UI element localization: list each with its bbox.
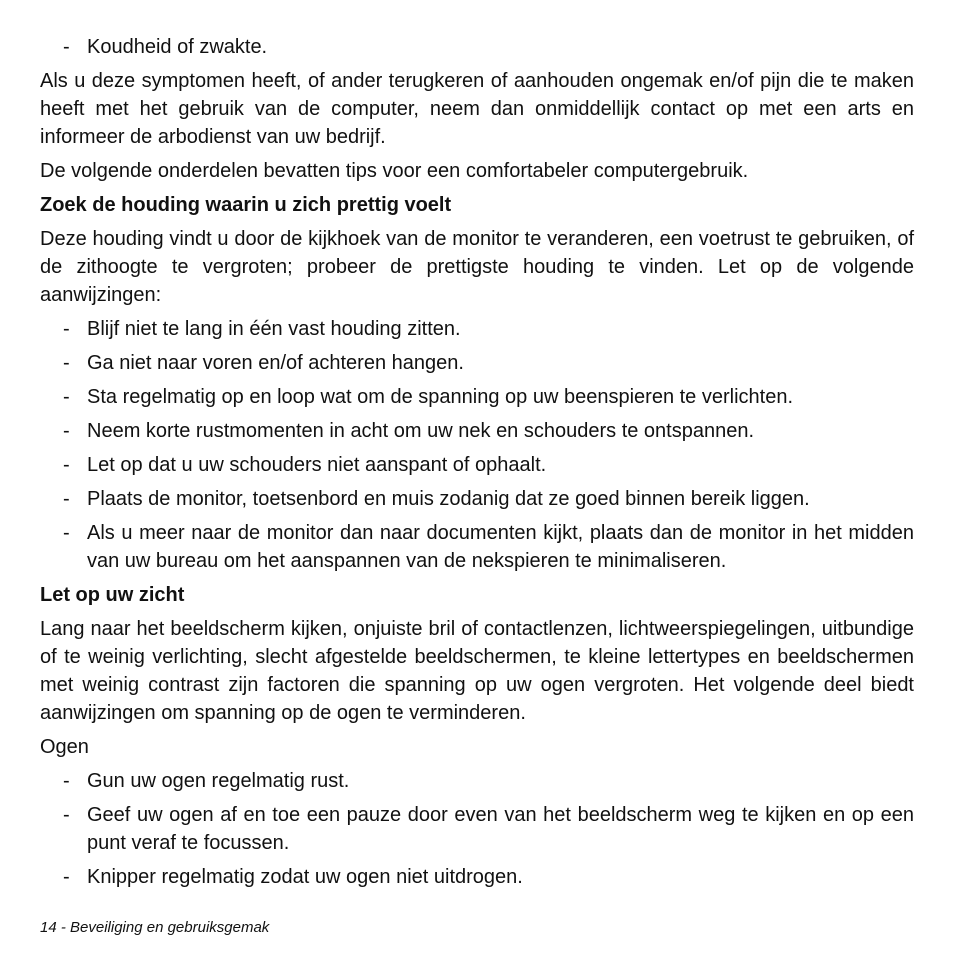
list-item-text: Blijf niet te lang in één vast houding zitten.	[87, 318, 461, 340]
list-item	[40, 767, 914, 795]
dash-marker: -	[63, 318, 70, 340]
intro-paragraph: Als u deze symptomen heeft, of ander terugkeren of aanhouden ongemak en/of pijn die te maken heeft met het gebruik van de computer, neem dan onmiddellijk contact op met een arts en informeer de arbodienst van uw bedrijf.	[40, 70, 914, 148]
eyes-subheading: Ogen	[40, 736, 89, 758]
list-item-text: Gun uw ogen regelmatig rust.	[87, 770, 350, 792]
section-heading-posture: Zoek de houding waarin u zich prettig voelt	[40, 194, 452, 216]
list-item-text: Ga niet naar voren en/of achteren hangen.	[87, 352, 464, 374]
list-item-text: Knipper regelmatig zodat uw ogen niet uitdrogen.	[87, 866, 523, 888]
list-item-text: Als u meer naar de monitor dan naar documenten kijkt, plaats dan de monitor in het midden van uw bureau om het aanspannen van de nekspieren te minimaliseren.	[87, 522, 914, 572]
list-item	[40, 315, 914, 343]
list-item	[40, 863, 914, 891]
list-item	[40, 417, 914, 445]
dash-marker: -	[63, 804, 70, 826]
dash-marker: -	[63, 352, 70, 374]
dash-marker: -	[63, 420, 70, 442]
list-item-text: Geef uw ogen af en toe een pauze door even van het beeldscherm weg te kijken en op een punt veraf te focussen.	[87, 804, 914, 854]
section-heading-vision: Let op uw zicht	[40, 584, 185, 606]
list-item	[40, 349, 914, 377]
list-item-text: Let op dat u uw schouders niet aanspant of ophaalt.	[87, 454, 547, 476]
list-item	[40, 451, 914, 479]
dash-marker: -	[63, 522, 70, 544]
vision-paragraph: Lang naar het beeldscherm kijken, onjuiste bril of contactlenzen, lichtweerspiegelingen, uitbundige of te weinig verlichting, slecht afgestelde beeldschermen, te kleine lettertypes en beeldschermen met weinig contrast zijn factoren die spanning op uw ogen vergroten. Het volgende deel biedt aanwijzingen om spanning op de ogen te verminderen.	[40, 618, 914, 724]
list-item	[40, 801, 914, 857]
dash-marker: -	[63, 770, 70, 792]
list-item-text: Koudheid of zwakte.	[87, 36, 268, 58]
page-footer: 14 - Beveiliging en gebruiksgemak	[40, 919, 270, 936]
eyes-list	[40, 767, 914, 891]
dash-marker: -	[63, 488, 70, 510]
document-page	[40, 33, 914, 897]
list-item	[40, 485, 914, 513]
list-item	[40, 383, 914, 411]
dash-marker: -	[63, 454, 70, 476]
list-item-text: Neem korte rustmomenten in acht om uw nek en schouders te ontspannen.	[87, 420, 755, 442]
dash-marker: -	[63, 36, 70, 58]
symptom-list	[40, 33, 914, 61]
posture-paragraph: Deze houding vindt u door de kijkhoek van de monitor te veranderen, een voetrust te gebruiken, of de zithoogte te vergroten; probeer de prettigste houding te vinden. Let op de volgende aanwijzingen:	[40, 228, 914, 306]
posture-list	[40, 315, 914, 575]
list-item-text: Sta regelmatig op en loop wat om de spanning op uw beenspieren te verlichten.	[87, 386, 794, 408]
dash-marker: -	[63, 386, 70, 408]
intro-paragraph-2: De volgende onderdelen bevatten tips voor een comfortabeler computergebruik.	[40, 160, 749, 182]
dash-marker: -	[63, 866, 70, 888]
list-item	[40, 33, 914, 61]
list-item	[40, 519, 914, 575]
list-item-text: Plaats de monitor, toetsenbord en muis zodanig dat ze goed binnen bereik liggen.	[87, 488, 810, 510]
